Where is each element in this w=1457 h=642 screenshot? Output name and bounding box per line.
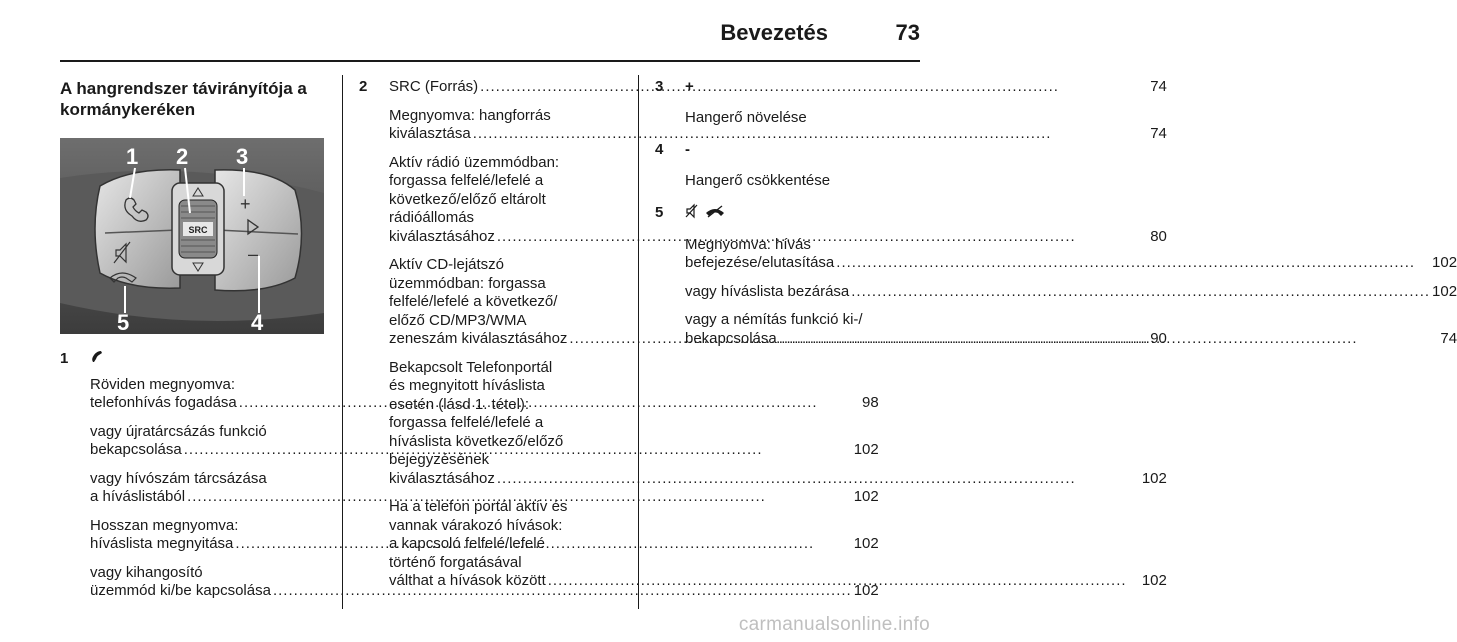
item-number: 1 [60,350,69,367]
list-item [389,498,1167,591]
hang-up-icon [705,204,725,218]
minus-label: – [248,244,259,264]
reference-page-number[interactable]: 102 [853,582,879,599]
reference-text: válthat a hívások között [389,572,546,589]
reference-page-number[interactable]: 102 [853,488,879,505]
entry-line: bejegyzésének [389,451,490,468]
reference-text: kiválasztása [389,125,471,142]
list-item [685,311,1457,348]
watermark: carmanualsonline.info [738,614,930,635]
plus-label: + [240,194,251,214]
entry-line: esetén (lásd 1. tétel): [389,395,530,413]
reference-text: zeneszám kiválasztásához [389,330,568,347]
entry-line: vagy újratárcsázás funkció [90,422,267,440]
item-4-symbol: - [685,141,690,158]
src-label: SRC [188,225,208,235]
entry-line: Megnyomva: hívás [685,235,811,253]
item-4-text: Hangerő csökkentése [685,171,831,189]
entry-line: vagy a némítás funkció ki-/ [685,311,863,328]
entry-line: üzemmódban: forgassa [389,274,546,292]
reference-text: üzemmód ki/be kapcsolása [90,582,271,599]
mute-icon [685,204,701,218]
list-item [389,359,1167,489]
steering-wheel-controls-figure [60,138,324,334]
callout-2: 2 [176,144,189,169]
reference-text: kiválasztásához [389,469,495,487]
reference-page-number[interactable]: 74 [1150,125,1167,142]
entry-line: a kapcsoló felfelé/lefelé [389,535,545,552]
entry-line: és megnyitott híváslista [389,377,545,394]
callout-5: 5 [117,310,130,335]
page-reference[interactable] [389,470,1167,489]
entry-line: Aktív CD-lejátszó [389,256,505,273]
entry-line: Aktív rádió üzemmódban: [389,153,560,171]
left-button-pad [95,170,180,288]
item-number: 2 [359,78,368,95]
steering-wheel-controls-illustration [60,138,324,334]
entry-line: rádióállomás [389,209,475,226]
reference-text: bekapcsolása [685,329,777,347]
item-4 [655,141,921,190]
leader-dots [851,283,1430,302]
reference-page-number[interactable]: 98 [862,394,879,411]
entry-line: forgassa felfelé/lefelé a [389,172,544,189]
leader-dots [836,254,1430,273]
leader-dots [779,330,1439,349]
entry-line: forgassa felfelé/lefelé a [389,414,544,431]
item-3-text: Hangerő növelése [685,108,807,126]
page-number: 73 [895,20,920,45]
entry-line: előző CD/MP3/WMA [389,311,527,329]
item-3-symbol: + [685,78,694,95]
callout-3: 3 [236,144,249,169]
phone-icon [90,350,104,364]
item-number: 3 [655,78,664,95]
section-title: A hangrendszer távirányítója a kormánykeréken [60,79,307,119]
reference-page-number[interactable]: 102 [853,441,879,458]
entry-line: vagy hívószám tárcsázása [90,469,267,487]
reference-page-number[interactable]: 102 [1141,469,1167,487]
item-3 [655,78,921,127]
header-rule [60,60,920,62]
reference-text: kiválasztásához [389,227,495,245]
item-5-icon-row [685,204,1457,224]
reference-text: a híváslistából [90,488,186,505]
page-reference[interactable] [685,254,1457,273]
entry-line: vannak várakozó hívások: [389,516,563,534]
entry-line: Ha a telefon portál aktív és [389,498,568,515]
entry-line: híváslista következő/előző [389,432,564,450]
reference-page-number[interactable]: 102 [1432,282,1457,300]
reference-page-number[interactable]: 102 [1432,254,1457,271]
entry-line: Röviden megnyomva: [90,375,236,393]
entry-line: Bekapcsolt Telefonportál [389,358,553,376]
entry-line: történő forgatásával [389,553,522,571]
reference-page-number[interactable]: 102 [1141,572,1167,589]
reference-page-number[interactable]: 90 [1150,330,1167,347]
reference-text: híváslista megnyitása [90,535,234,552]
reference-text: befejezése/elutasítása [685,254,835,271]
entry-line: felfelé/lefelé a következő/ [389,293,558,310]
callout-1: 1 [126,144,139,169]
entry-line: következő/előző eltárolt [389,190,546,208]
reference-page-number[interactable]: 80 [1150,227,1167,245]
page-reference[interactable] [685,330,1457,349]
entry-line: Megnyomva: hangforrás [389,106,551,124]
reference-page-number[interactable]: 74 [1150,78,1167,95]
page-reference[interactable] [389,572,1167,591]
entry-line: Hosszan megnyomva: [90,516,239,534]
leader-dots [548,572,1140,591]
list-item [685,236,1457,273]
item-number: 4 [655,141,664,158]
reference-text: bekapcsolása [90,441,182,458]
reference-text: vagy híváslista bezárása [685,282,850,300]
page-reference[interactable] [685,283,1457,302]
reference-text: SRC (Forrás) [389,78,479,95]
entry-line: vagy kihangosító [90,563,203,581]
list-item [685,283,1457,302]
reference-page-number[interactable]: 74 [1440,329,1457,347]
leader-dots [497,470,1140,489]
item-number: 5 [655,204,664,221]
reference-text: telefonhívás fogadása [90,394,237,411]
reference-page-number[interactable]: 102 [853,535,879,552]
page-header-title: Bevezetés [720,20,828,45]
callout-4: 4 [251,310,264,335]
